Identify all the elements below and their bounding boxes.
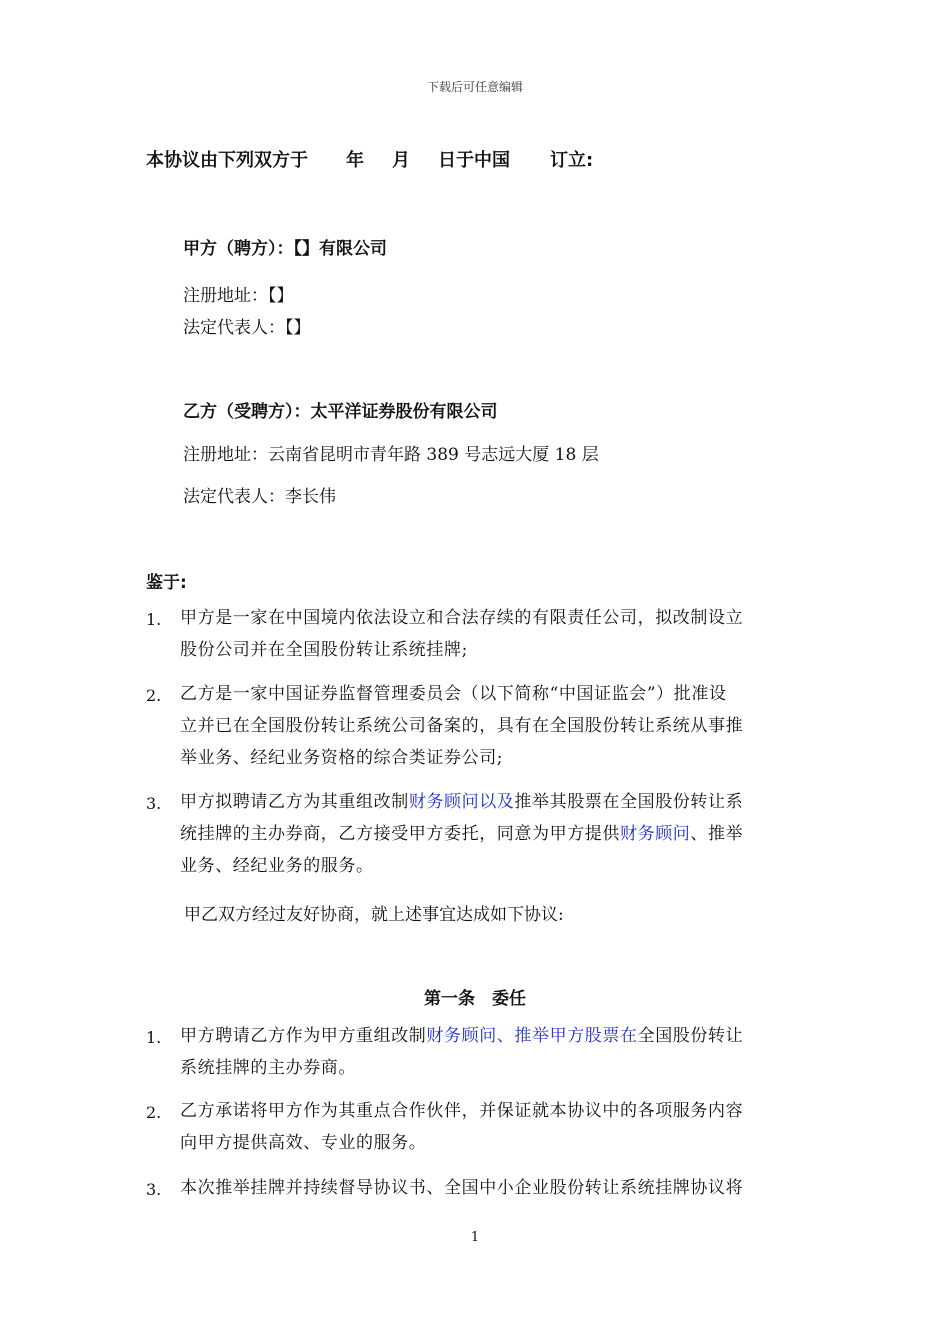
intro-part: 年 [346, 150, 364, 171]
article-item-number: 1. [146, 1028, 162, 1047]
article-1-title: 第一条 委任 [424, 989, 526, 1009]
intro-part: 月 [392, 150, 410, 171]
article-item-number: 2. [146, 1103, 162, 1122]
whereas-closing: 甲乙双方经过友好协商，就上述事宜达成如下协议: [184, 905, 564, 925]
party-a-title: 甲方（聘方）：【】有限公司 [183, 239, 387, 259]
highlighted-term: 财务顾问 [620, 824, 691, 844]
party-b-title: 乙方（受聘方）：太平洋证券股份有限公司 [183, 402, 498, 422]
article-item-line: 向甲方提供高效、专业的服务。 [180, 1133, 427, 1153]
whereas-item [180, 678, 743, 774]
party-a-address: 注册地址：【】 [183, 286, 294, 306]
text-span: 甲方聘请乙方作为甲方重组改制 [180, 1026, 427, 1046]
whereas-item-line: 乙方是一家中国证券监督管理委员会（以下简称“中国证监会”）批准设 [180, 684, 727, 704]
whereas-item-line [180, 818, 743, 850]
party-b-address: 注册地址：云南省昆明市青年路 389 号志远大厦 18 层 [183, 445, 599, 465]
whereas-item-number: 1. [146, 610, 162, 629]
intro-part: 本协议由下列双方于 [146, 150, 308, 171]
whereas-item-line: 甲方是一家在中国境内依法设立和合法存续的有限责任公司，拟改制设立 [180, 608, 744, 628]
text-span: 甲方拟聘请乙方为其重组改制 [180, 792, 409, 812]
whereas-title: 鉴于: [146, 573, 187, 593]
whereas-item-line [180, 786, 743, 818]
article-item [180, 1020, 743, 1084]
highlighted-term: 财务顾问、推举甲方股票在 [426, 1026, 638, 1046]
page-header: 下载后可任意编辑 [426, 80, 523, 94]
intro-line [146, 146, 593, 172]
whereas-item-number: 3. [146, 794, 162, 813]
whereas-item-number: 2. [146, 686, 162, 705]
whereas-item-line: 业务、经纪业务的服务。 [180, 856, 374, 876]
article-item-line [180, 1020, 743, 1052]
whereas-item-line: 股份公司并在全国股份转让系统挂牌; [180, 640, 468, 660]
article-item-line: 系统挂牌的主办券商。 [180, 1058, 356, 1078]
article-item [180, 1095, 743, 1159]
text-span: 推举其股票在全国股份转让系 [514, 792, 744, 812]
intro-part: 日于中国 [438, 150, 510, 171]
intro-part: 订立: [550, 150, 594, 171]
whereas-item-line: 举业务、经纪业务资格的综合类证券公司; [180, 748, 504, 768]
whereas-item [180, 786, 743, 882]
article-item-line: 乙方承诺将甲方作为其重点合作伙伴，并保证就本协议中的各项服务内容 [180, 1101, 744, 1121]
whereas-item-line: 立并已在全国股份转让系统公司备案的，具有在全国股份转让系统从事推 [180, 716, 744, 736]
text-span: 统挂牌的主办券商，乙方接受甲方委托，同意为甲方提供 [180, 824, 620, 844]
party-b-representative: 法定代表人：李长伟 [183, 487, 336, 507]
text-span: 、推举 [690, 824, 744, 844]
text-span: 全国股份转让 [637, 1026, 744, 1046]
article-item [180, 1172, 743, 1204]
highlighted-term: 财务顾问以及 [408, 792, 515, 812]
article-item-number: 3. [146, 1180, 162, 1199]
party-a-representative: 法定代表人：【】 [183, 318, 311, 338]
whereas-item [180, 602, 743, 666]
page-number: 1 [470, 1230, 480, 1245]
article-item-line: 本次推举挂牌并持续督导协议书、全国中小企业股份转让系统挂牌协议将 [180, 1178, 744, 1198]
